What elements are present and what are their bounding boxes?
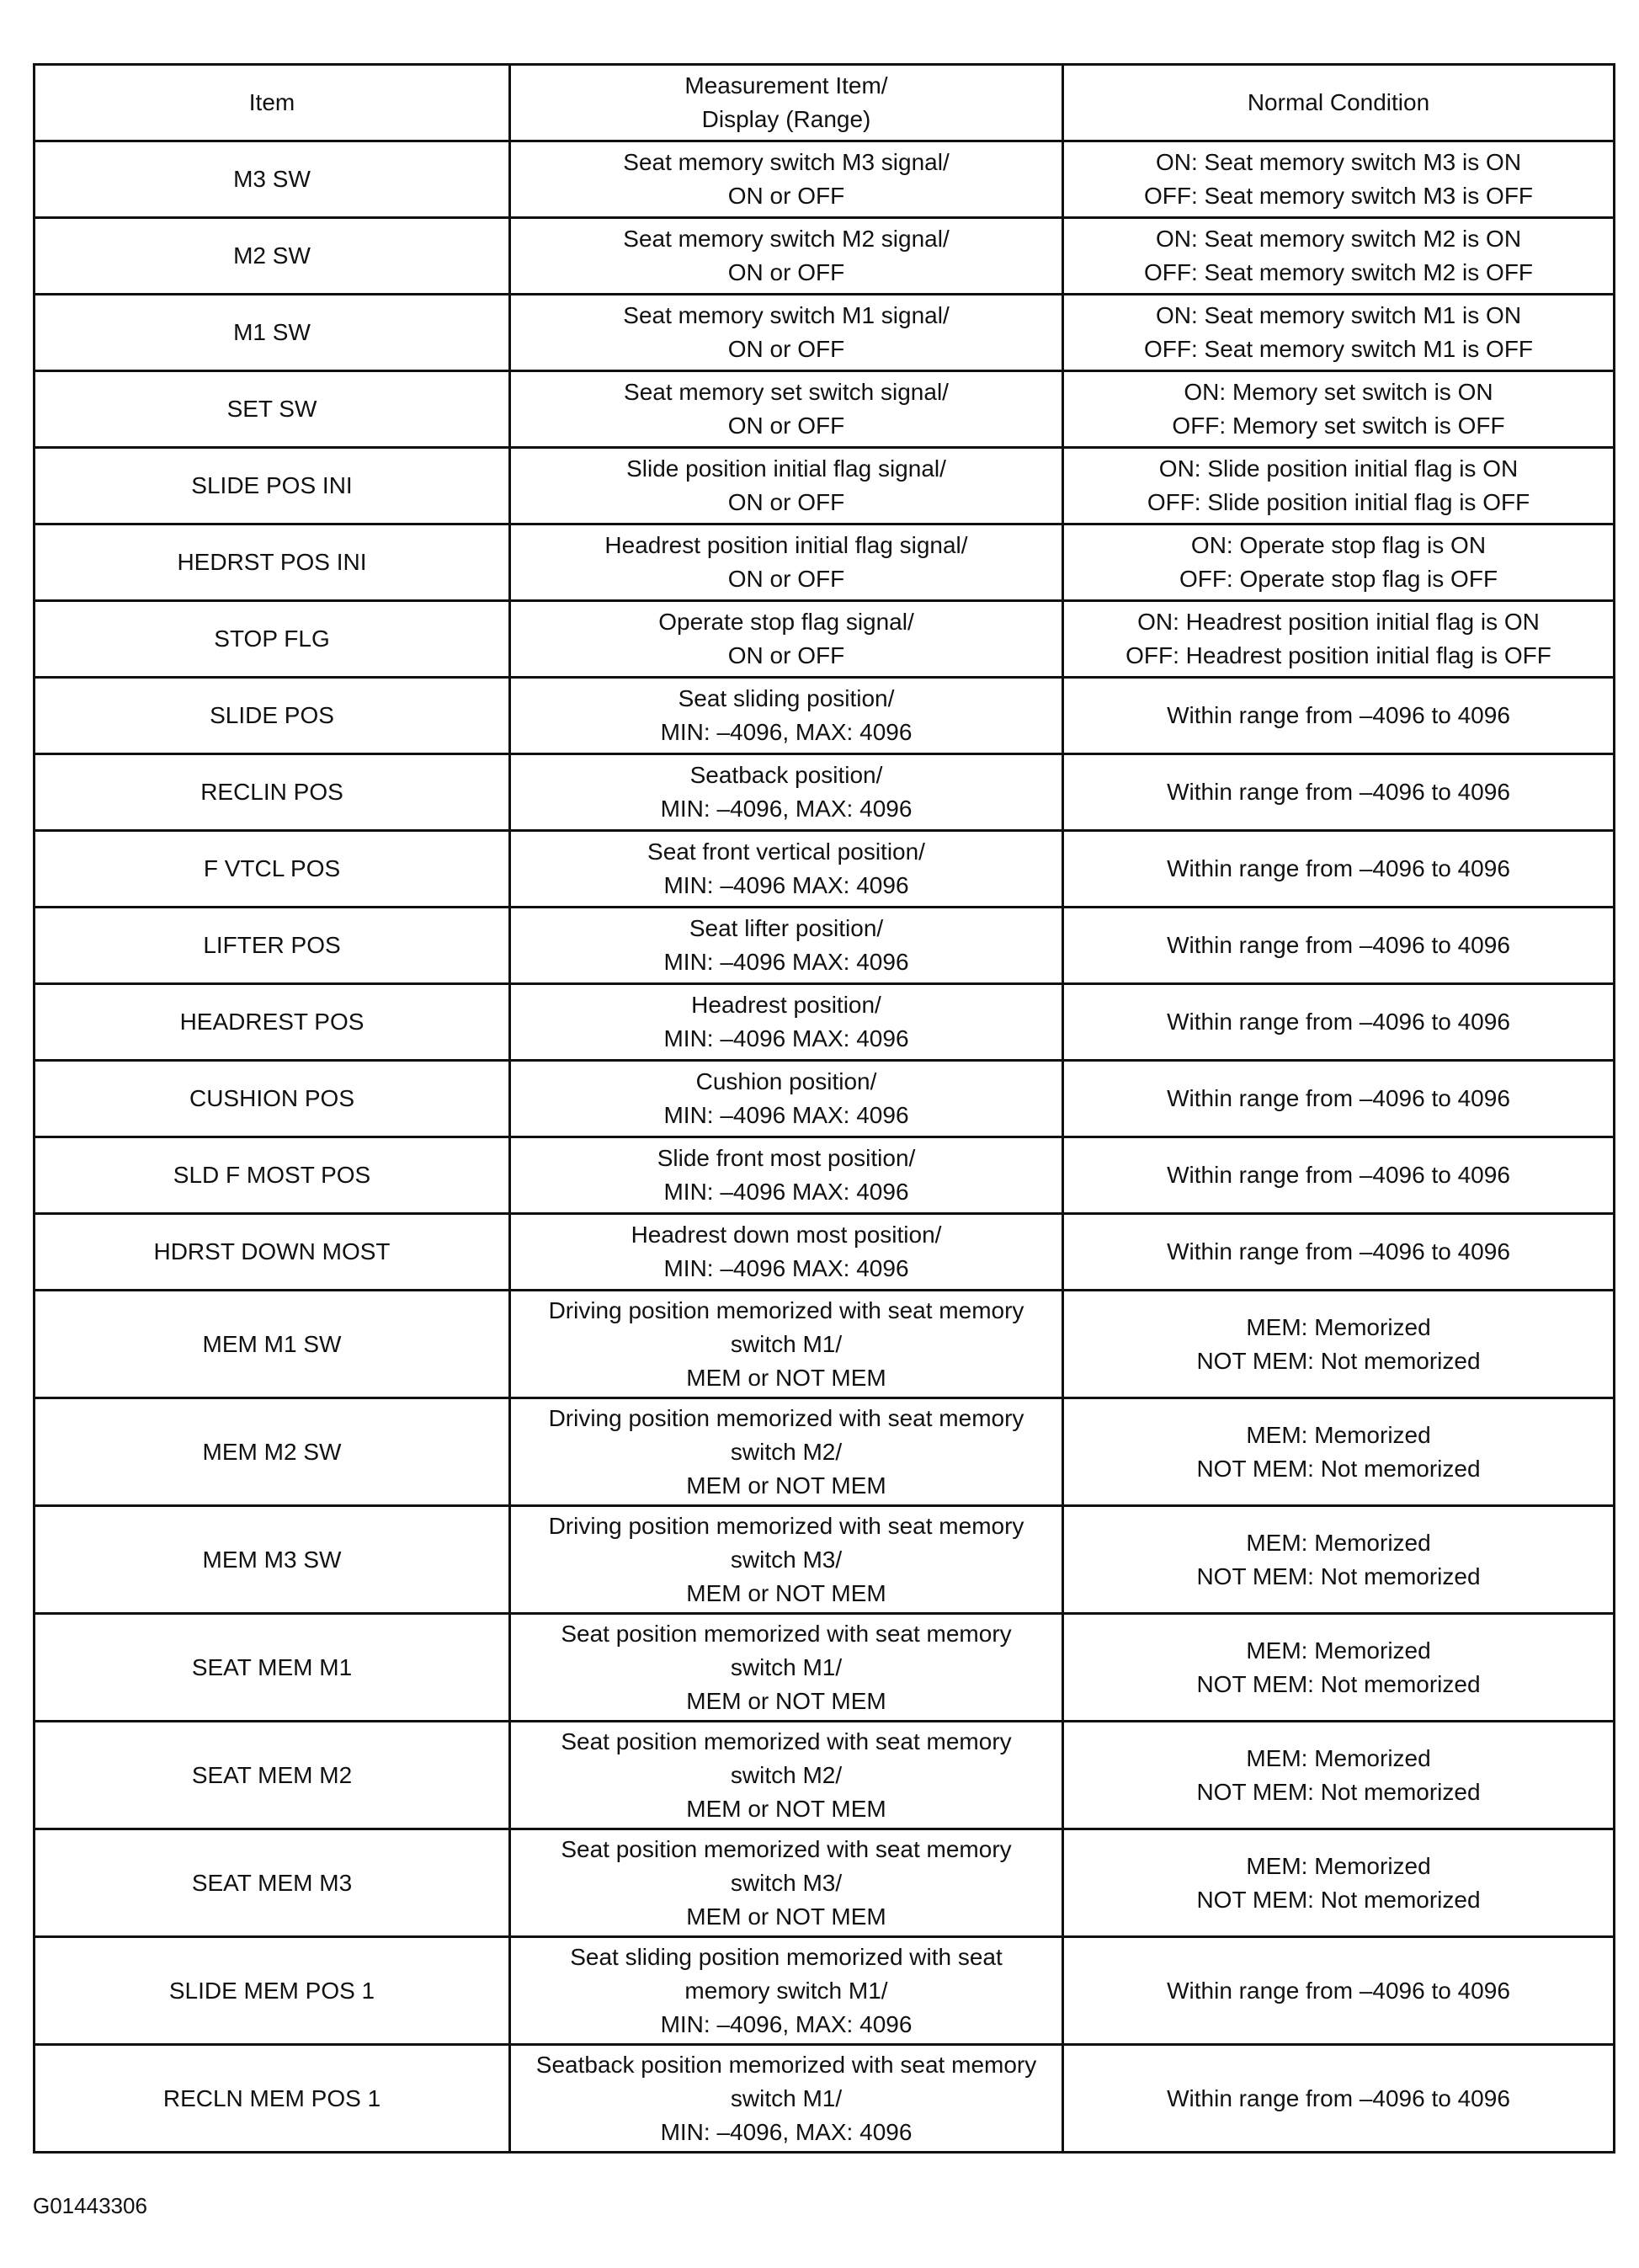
cell-normal-condition [1063, 1061, 1615, 1137]
table-row [35, 1291, 1615, 1398]
table-row [35, 1722, 1615, 1829]
cell-measurement-line: MIN: –4096 MAX: 4096 [663, 949, 909, 975]
cell-normal-condition [1063, 448, 1615, 524]
cell-normal-line: Within range from –4096 to 4096 [1167, 2084, 1510, 2111]
cell-normal-line: NOT MEM: Not memorized [1196, 1886, 1481, 1913]
cell-normal-line: ON: Memory set switch is ON [1184, 379, 1493, 405]
cell-item: MEM M3 SW [35, 1506, 510, 1614]
cell-measurement [510, 295, 1063, 371]
table-row [35, 524, 1615, 601]
cell-normal-condition [1063, 371, 1615, 448]
cell-normal-condition [1063, 1291, 1615, 1398]
cell-normal-line: Within range from –4096 to 4096 [1167, 855, 1510, 881]
header-normal-condition: Normal Condition [1063, 65, 1615, 141]
table-row [35, 1398, 1615, 1506]
cell-measurement-line: Slide front most position/ [657, 1145, 916, 1171]
table-row [35, 1614, 1615, 1722]
cell-measurement-line: Seat front vertical position/ [647, 839, 925, 865]
cell-measurement-line: MIN: –4096 MAX: 4096 [663, 872, 909, 898]
cell-item: SLD F MOST POS [35, 1137, 510, 1214]
cell-normal-line: OFF: Seat memory switch M1 is OFF [1143, 336, 1534, 362]
cell-normal-condition [1063, 1398, 1615, 1506]
cell-measurement-line: MIN: –4096 MAX: 4096 [663, 1025, 909, 1051]
header-measurement [510, 65, 1063, 141]
cell-measurement [510, 524, 1063, 601]
cell-measurement-line: Headrest position initial flag signal/ [604, 532, 968, 558]
table-row [35, 1061, 1615, 1137]
cell-measurement-line: MIN: –4096, MAX: 4096 [660, 719, 913, 745]
cell-normal-condition [1063, 141, 1615, 218]
cell-normal-condition [1063, 678, 1615, 754]
cell-normal-line: OFF: Memory set switch is OFF [1172, 413, 1505, 439]
cell-measurement-line: MIN: –4096 MAX: 4096 [663, 1255, 909, 1281]
cell-normal-line: Within range from –4096 to 4096 [1167, 1238, 1510, 1264]
cell-measurement-line: switch M3/ [730, 1546, 843, 1573]
cell-normal-line: Within range from –4096 to 4096 [1167, 932, 1510, 958]
cell-normal-line: NOT MEM: Not memorized [1196, 1670, 1481, 1697]
cell-item: CUSHION POS [35, 1061, 510, 1137]
cell-measurement-line: switch M1/ [730, 2084, 843, 2111]
cell-item: HEDRST POS INI [35, 524, 510, 601]
cell-normal-condition [1063, 754, 1615, 831]
cell-item: M1 SW [35, 295, 510, 371]
cell-normal-line: Within range from –4096 to 4096 [1167, 1009, 1510, 1035]
cell-item: MEM M2 SW [35, 1398, 510, 1506]
table-row [35, 371, 1615, 448]
cell-measurement-line: Seat lifter position/ [689, 915, 884, 941]
cell-normal-line: OFF: Seat memory switch M2 is OFF [1143, 259, 1534, 285]
table-row [35, 1506, 1615, 1614]
cell-normal-line: ON: Operate stop flag is ON [1190, 532, 1487, 558]
cell-measurement-line: ON or OFF [727, 336, 845, 362]
table-row [35, 218, 1615, 295]
cell-measurement [510, 908, 1063, 984]
cell-normal-line: OFF: Headrest position initial flag is OFF [1125, 642, 1551, 668]
cell-measurement-line: ON or OFF [727, 413, 845, 439]
cell-measurement-line: MEM or NOT MEM [686, 1579, 886, 1606]
table-row [35, 141, 1615, 218]
cell-normal-line: ON: Headrest position initial flag is ON [1137, 609, 1540, 635]
table-row [35, 1829, 1615, 1937]
cell-measurement-line: ON or OFF [727, 489, 845, 515]
cell-measurement-line: Headrest position/ [691, 992, 881, 1018]
cell-item: MEM M1 SW [35, 1291, 510, 1398]
cell-measurement-line: memory switch M1/ [684, 1977, 888, 2004]
cell-item: SET SW [35, 371, 510, 448]
cell-normal-line: NOT MEM: Not memorized [1196, 1455, 1481, 1482]
cell-normal-condition [1063, 984, 1615, 1061]
cell-measurement-line: switch M2/ [730, 1438, 843, 1465]
cell-measurement-line: Slide position initial flag signal/ [626, 455, 946, 482]
cell-measurement [510, 1722, 1063, 1829]
cell-item: SLIDE POS [35, 678, 510, 754]
cell-item: LIFTER POS [35, 908, 510, 984]
cell-normal-condition [1063, 831, 1615, 908]
cell-measurement [510, 2045, 1063, 2153]
cell-measurement-line: switch M1/ [730, 1330, 843, 1357]
table-row [35, 908, 1615, 984]
cell-measurement-line: Cushion position/ [695, 1068, 877, 1094]
cell-measurement [510, 1214, 1063, 1291]
cell-normal-line: MEM: Memorized [1246, 1637, 1431, 1664]
cell-normal-line: ON: Seat memory switch M3 is ON [1155, 149, 1522, 175]
cell-measurement [510, 678, 1063, 754]
cell-measurement-line: MIN: –4096, MAX: 4096 [660, 2010, 913, 2037]
cell-measurement [510, 601, 1063, 678]
cell-normal-condition [1063, 1829, 1615, 1937]
cell-normal-line: MEM: Memorized [1246, 1744, 1431, 1771]
cell-normal-line: MEM: Memorized [1246, 1313, 1431, 1340]
figure-id: G01443306 [33, 2193, 147, 2218]
cell-item: M2 SW [35, 218, 510, 295]
cell-measurement-line: MEM or NOT MEM [686, 1687, 886, 1714]
cell-measurement-line: MEM or NOT MEM [686, 1795, 886, 1822]
cell-normal-line: OFF: Seat memory switch M3 is OFF [1143, 183, 1534, 209]
cell-measurement-line: MIN: –4096, MAX: 4096 [660, 2118, 913, 2145]
cell-measurement-line: Seat sliding position memorized with seat [570, 1943, 1003, 1970]
cell-item: SEAT MEM M2 [35, 1722, 510, 1829]
table-row [35, 295, 1615, 371]
cell-normal-line: Within range from –4096 to 4096 [1167, 702, 1510, 728]
cell-measurement [510, 141, 1063, 218]
cell-measurement [510, 1829, 1063, 1937]
cell-measurement-line: ON or OFF [727, 183, 845, 209]
cell-measurement-line: MIN: –4096 MAX: 4096 [663, 1102, 909, 1128]
cell-normal-condition [1063, 1137, 1615, 1214]
cell-item: RECLN MEM POS 1 [35, 2045, 510, 2153]
cell-normal-condition [1063, 1614, 1615, 1722]
cell-measurement [510, 1291, 1063, 1398]
cell-normal-line: MEM: Memorized [1246, 1529, 1431, 1556]
cell-normal-condition [1063, 908, 1615, 984]
cell-normal-line: Within range from –4096 to 4096 [1167, 779, 1510, 805]
table-row [35, 448, 1615, 524]
cell-normal-line: Within range from –4096 to 4096 [1167, 1162, 1510, 1188]
cell-measurement-line: ON or OFF [727, 259, 845, 285]
table-row [35, 1937, 1615, 2045]
cell-normal-line: OFF: Slide position initial flag is OFF [1147, 489, 1530, 515]
cell-measurement [510, 1506, 1063, 1614]
cell-normal-line: OFF: Operate stop flag is OFF [1179, 566, 1498, 592]
header-measurement-line: Measurement Item/ [684, 72, 888, 98]
header-measurement-line: Display (Range) [701, 106, 871, 132]
cell-measurement-line: switch M1/ [730, 1653, 843, 1680]
cell-measurement-line: switch M2/ [730, 1761, 843, 1788]
cell-measurement-line: Seat memory switch M1 signal/ [623, 302, 950, 328]
cell-measurement-line: MIN: –4096, MAX: 4096 [660, 796, 913, 822]
cell-item: SLIDE POS INI [35, 448, 510, 524]
cell-normal-condition [1063, 218, 1615, 295]
cell-measurement-line: Driving position memorized with seat memory [548, 1404, 1024, 1431]
table-row [35, 1214, 1615, 1291]
cell-measurement [510, 1137, 1063, 1214]
cell-normal-line: NOT MEM: Not memorized [1196, 1347, 1481, 1374]
cell-item: F VTCL POS [35, 831, 510, 908]
cell-normal-line: ON: Seat memory switch M1 is ON [1155, 302, 1522, 328]
cell-measurement [510, 1614, 1063, 1722]
cell-normal-condition [1063, 1937, 1615, 2045]
cell-normal-condition [1063, 1506, 1615, 1614]
cell-measurement-line: MIN: –4096 MAX: 4096 [663, 1179, 909, 1205]
cell-normal-condition [1063, 601, 1615, 678]
cell-measurement [510, 371, 1063, 448]
cell-item: SLIDE MEM POS 1 [35, 1937, 510, 2045]
cell-measurement-line: Seat position memorized with seat memory [561, 1620, 1012, 1647]
table-row [35, 754, 1615, 831]
cell-measurement [510, 754, 1063, 831]
cell-measurement-line: Headrest down most position/ [631, 1222, 942, 1248]
cell-measurement-line: ON or OFF [727, 566, 845, 592]
table-row [35, 601, 1615, 678]
cell-measurement-line: MEM or NOT MEM [686, 1364, 886, 1391]
cell-measurement-line: Seat sliding position/ [678, 685, 895, 711]
cell-measurement [510, 448, 1063, 524]
cell-measurement-line: Driving position memorized with seat memory [548, 1512, 1024, 1539]
cell-normal-condition [1063, 295, 1615, 371]
cell-item: M3 SW [35, 141, 510, 218]
cell-normal-line: ON: Seat memory switch M2 is ON [1155, 226, 1522, 252]
cell-measurement [510, 1061, 1063, 1137]
cell-measurement-line: switch M3/ [730, 1869, 843, 1896]
header-row [35, 65, 1615, 141]
table-row [35, 984, 1615, 1061]
cell-measurement-line: Seat memory switch M2 signal/ [623, 226, 950, 252]
cell-item: STOP FLG [35, 601, 510, 678]
cell-measurement-line: MEM or NOT MEM [686, 1472, 886, 1499]
cell-normal-line: NOT MEM: Not memorized [1196, 1778, 1481, 1805]
cell-measurement-line: Operate stop flag signal/ [658, 609, 914, 635]
cell-measurement [510, 218, 1063, 295]
cell-measurement-line: Seat memory set switch signal/ [624, 379, 949, 405]
cell-normal-line: MEM: Memorized [1246, 1421, 1431, 1448]
cell-measurement [510, 1937, 1063, 2045]
table-body [35, 141, 1615, 2153]
cell-measurement-line: ON or OFF [727, 642, 845, 668]
header-item: Item [35, 65, 510, 141]
cell-item: RECLIN POS [35, 754, 510, 831]
cell-measurement [510, 984, 1063, 1061]
cell-measurement-line: Driving position memorized with seat memory [548, 1296, 1024, 1323]
cell-normal-condition [1063, 1722, 1615, 1829]
cell-item: SEAT MEM M3 [35, 1829, 510, 1937]
cell-normal-line: MEM: Memorized [1246, 1852, 1431, 1879]
cell-item: HDRST DOWN MOST [35, 1214, 510, 1291]
cell-normal-line: ON: Slide position initial flag is ON [1158, 455, 1519, 482]
cell-measurement-line: Seatback position memorized with seat memory [535, 2051, 1037, 2078]
cell-normal-condition [1063, 1214, 1615, 1291]
data-table [33, 63, 1615, 2154]
cell-item: HEADREST POS [35, 984, 510, 1061]
cell-normal-condition [1063, 2045, 1615, 2153]
cell-normal-condition [1063, 524, 1615, 601]
cell-measurement-line: Seatback position/ [689, 762, 883, 788]
cell-measurement [510, 1398, 1063, 1506]
cell-normal-line: Within range from –4096 to 4096 [1167, 1977, 1510, 2004]
cell-item: SEAT MEM M1 [35, 1614, 510, 1722]
table-row [35, 1137, 1615, 1214]
cell-measurement-line: Seat memory switch M3 signal/ [623, 149, 950, 175]
cell-measurement-line: Seat position memorized with seat memory [561, 1835, 1012, 1862]
table-row [35, 831, 1615, 908]
cell-measurement-line: Seat position memorized with seat memory [561, 1728, 1012, 1754]
cell-measurement [510, 831, 1063, 908]
cell-normal-line: NOT MEM: Not memorized [1196, 1563, 1481, 1589]
cell-normal-line: Within range from –4096 to 4096 [1167, 1085, 1510, 1111]
table-row [35, 678, 1615, 754]
cell-measurement-line: MEM or NOT MEM [686, 1903, 886, 1930]
table-row [35, 2045, 1615, 2153]
